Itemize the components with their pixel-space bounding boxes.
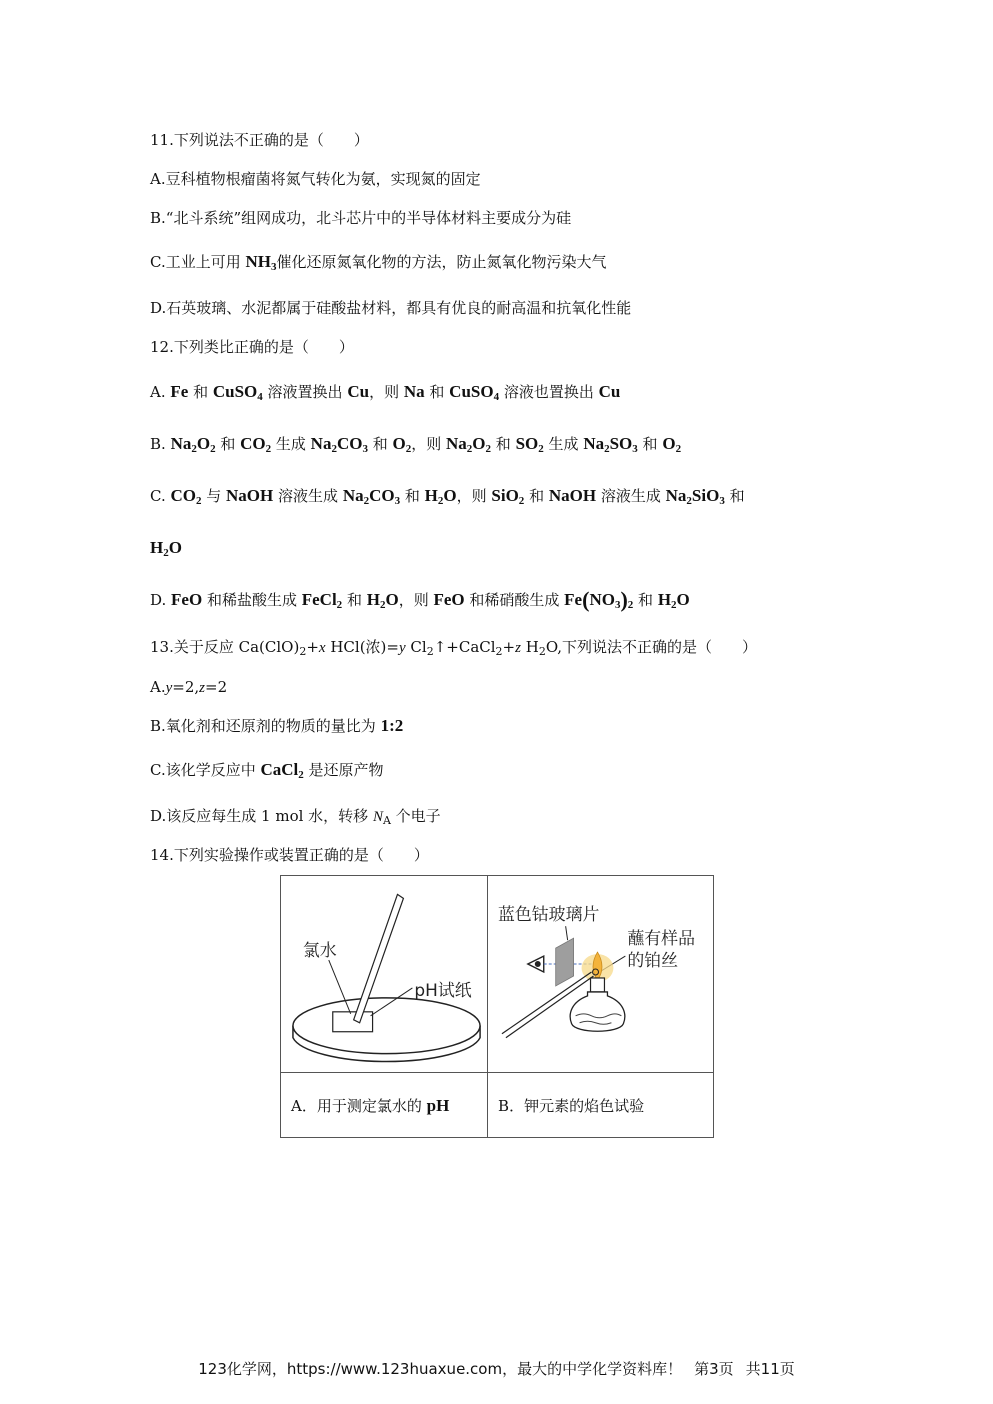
q13-option-d: D.该反应每生成 1 mol 水，转移 $N_A$ 个电子 <box>150 807 441 827</box>
figure-a-cell <box>281 876 488 1073</box>
footer-page: 第3页 <box>694 1360 734 1378</box>
q12-option-b: B. $Na_2O_2$ 和 $CO_2$ 生成 $Na_2CO_3$ 和 $O_2$，则 $Na_2O_2$ 和 $SO_2$ 生成 $Na_2SO_3$ 和 $O_2$ <box>150 434 682 455</box>
q12-stem: 12.下列类比正确的是（ ） <box>150 338 354 356</box>
q12-option-c-cont: $H_2O$ <box>150 538 182 559</box>
q13-option-b: B.氧化剂和还原剂的物质的量比为 1:2 <box>150 716 404 735</box>
ph-test-figure <box>281 876 487 1072</box>
q11-stem: 11.下列说法不正确的是（ ） <box>150 131 369 149</box>
caption-a: A．用于测定氯水的 pH <box>281 1073 488 1138</box>
caption-b: B．钾元素的焰色试验 <box>488 1073 714 1138</box>
eye-icon <box>528 956 544 972</box>
q14-stem: 14.下列实验操作或装置正确的是（ ） <box>150 846 429 864</box>
flame-test-figure <box>488 876 713 1072</box>
q11-option-c: C.工业上可用 $NH_3$催化还原氮氧化物的方法，防止氮氧化物污染大气 <box>150 252 607 273</box>
q11-option-b: B.“北斗系统”组网成功，北斗芯片中的半导体材料主要成分为硅 <box>150 209 572 227</box>
figure-b-cell <box>488 876 714 1073</box>
label-wire-line1: 蘸有样品 <box>627 928 696 949</box>
q11-option-d: D.石英玻璃、水泥都属于硅酸盐材料，都具有优良的耐高温和抗氧化性能 <box>150 299 632 317</box>
label-ph-paper: pH试纸 <box>414 979 472 1000</box>
q12-option-c: C. $CO_2$ 与 NaOH 溶液生成 $Na_2CO_3$ 和 $H_2O$，则 SiO$_2$ 和 NaOH 溶液生成 $Na_2SiO_3$ 和 <box>150 486 745 507</box>
q11-option-a: A.豆科植物根瘤菌将氮气转化为氨，实现氮的固定 <box>150 170 481 188</box>
q12-option-a: A. Fe 和 CuSO$_4$ 溶液置换出 Cu，则 Na 和 CuSO$_4$ 溶液也置换出 Cu <box>150 382 621 403</box>
label-chlorine-water: 氯水 <box>302 940 337 961</box>
page-footer <box>0 1358 993 1379</box>
q13-stem: 13.关于反应 $Ca(ClO)_2+x$ HCl(浓)=y $Cl_2↑+CaCl_2+z$ $H_2O$,下列说法不正确的是（ ） <box>150 638 758 658</box>
experiment-table <box>280 875 714 1138</box>
label-cobalt-glass: 蓝色钴玻璃片 <box>498 904 600 925</box>
footer-site: 123化学网，https://www.123huaxue.com，最大的中学化学资料库！ <box>198 1360 683 1378</box>
q13-option-a: A.y=2,z=2 <box>150 678 228 696</box>
footer-total: 共11页 <box>745 1360 795 1378</box>
q13-option-c: C.该化学反应中 CaCl$_2$ 是还原产物 <box>150 760 384 781</box>
label-wire-line2: 的铂丝 <box>627 950 679 971</box>
q12-option-d: D. FeO 和稀盐酸生成 FeCl$_2$ 和 $H_2O$，则 FeO 和稀硝酸生成 $Fe(NO_3)_2$ 和 $H_2O$ <box>150 587 690 612</box>
